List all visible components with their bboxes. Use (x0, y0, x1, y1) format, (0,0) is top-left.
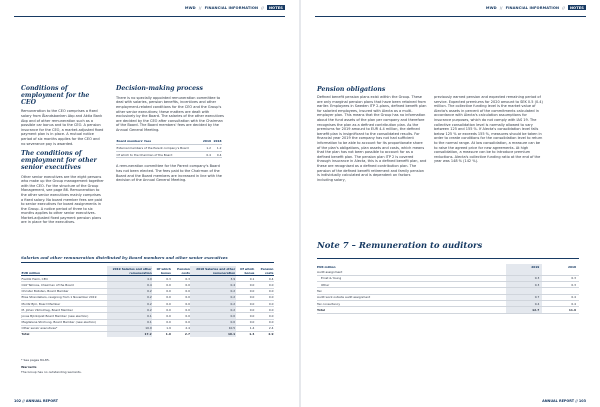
remuneration-table-title: Salaries and other remuneration distributed by Board members and other senior executives (21, 255, 228, 260)
header-active-section: NOTES (268, 5, 283, 10)
header-rule (14, 16, 285, 17)
auditor-remuneration-table (317, 264, 579, 314)
pension-obligations-heading: Pension obligations (317, 86, 386, 93)
table-row: Audit work outside audit assignment 0.7 0.4 (317, 294, 579, 300)
header-section: FINANCIAL INFORMATION (505, 5, 560, 10)
ceo-conditions-text: Remuneration to the CEO comprises a fixed salary from Ålandsbanken Abp and Aktia Bank Abp and of other remuneration such as a possible car bonus and to the CEO. A pension insurance for the CEO, a market-adjusted fixed payment plan is in place. A mutual notice period of six months applies for the CEO and no severance pay is awarded. (21, 109, 104, 146)
table-row: Elias Strandellers, resigning from 1 November 2019 0.2 0.0 0.0 0.2 0.0 0.0 (21, 295, 274, 300)
table-row: Olof Tallroos, Chairman of the Board 0.4 0.0 0.0 0.4 0.0 0.0 (21, 282, 274, 287)
auditor-remuneration-body (317, 269, 579, 313)
remuneration-footnote: * See pages 84-85. (21, 358, 50, 362)
ceo-conditions-heading: Conditions of employment for the CEO (21, 85, 90, 106)
pension-obligations-text-col2: previously earned pension and expected remaining period of service. Expected premiums for 2020 amount to SEK 0.5 (0.4) million. The collective funding level is the market value of Alecta's assets in percent of the commitments calculated in accordance with Alecta's calculation assumptions for insurance purposes, which do not comply with IAS 19. The collective consolidation level is normally allowed to vary between 125 and 155 %. If Alecta's consolidation level falls below 125 % or exceeds 155 %, measures should be taken in order to create conditions for the consolidation level to return to the normal range. At low consolidation, a measure can be to raise the agreed price for new agreements. At high consolidation, a measure can be to introduce premium reductions. Alecta's collective funding ratio at the end of the year was 148 % (142 %). (434, 95, 543, 164)
table-row: Other senior executives* 10.9 1.9 2.4 10.5 1.4 2.4 (21, 326, 274, 331)
table-row: Other 0.3 0.3 (317, 281, 579, 287)
board-fees-table (116, 139, 222, 159)
left-page-footer: 102 // ANNUAL REPORT (14, 399, 58, 403)
remuneration-notes (21, 358, 221, 377)
table-row: Christer Bollsten, Board Member 0.2 0.0 0.0 0.2 0.0 0.0 (21, 289, 274, 294)
decision-process-heading: Decision-making process (116, 85, 204, 92)
executives-conditions-text: Other senior executives are the eight persons who make up the Group management together with the CEO. For the structure of the Group Management, see page 86. Remuneration to the other senior executives mainly comprises a fixed salary. No board member fees are paid to senior executives for board assignments in the Group. A notice period of three to six months applies to other senior executives. Market-adjusted fixed payment pension plans are in place for the executives. (21, 174, 104, 225)
table-row: Ernst & Young 0.3 0.3 (317, 275, 579, 281)
header-section: FINANCIAL INFORMATION (204, 5, 259, 10)
ceo-conditions-column (21, 86, 104, 225)
table-row: Of which to the Chairman of the Board 0.4 0.4 (116, 152, 222, 157)
table-row: Total 12.7 11.9 (317, 307, 579, 313)
table-row: Jonas Björkqvist Board Member (new election) 0.1 0.0 0.0 0.0 0.0 0.0 (21, 313, 274, 318)
remuneration-committee-text: A remuneration committee for the Parent company's Board has not been elected. The fees paid to the Chairman of the Board and the Board members are increased in line with the decision of the Annual General Meeting. (116, 164, 222, 183)
decision-process-column (116, 86, 226, 183)
table-row: Moritz Björ, Board Member 0.2 0.0 0.0 0.2 0.0 0.0 (21, 301, 274, 306)
table-row: Fredrik Heim, CEO 4.9 0.3 0.3 3.9 0.1 0.4 (21, 276, 274, 281)
table-row: Audit assignment (317, 269, 579, 275)
note-7-heading: Note 7 – Remuneration to auditors (317, 241, 483, 251)
remuneration-table (21, 266, 274, 337)
table-header-row: EUR million 2019 Salaries and other remuneration Of which bonus Pension costs 2018 Salaries and other remuneration Of which bonus Pension costs (21, 266, 274, 275)
remuneration-table-body (21, 276, 274, 337)
table-row: Magdalena Strohung, Board Member (new election) 0.1 0.0 0.0 0.0 0.0 0.0 (21, 320, 274, 325)
header-brand: MWD (184, 5, 196, 10)
left-page (0, 0, 299, 407)
warrants-text: The Group has no outstanding warrants. (21, 369, 82, 374)
executives-conditions-heading: The conditions of employment for other senior executives (21, 150, 97, 171)
header-active-section: NOTES (569, 5, 584, 10)
page-header: MWD // FINANCIAL INFORMATION // NOTES (184, 5, 283, 10)
pension-obligations-text-col1: Defined benefit pension plans exist within the Group. These are only marginal pension plans that have been retained from earlier. Employees in Sweden ITP 2-plans, defined benefit plan for salaried employees, insured with Alecta as a multi-employer plan. This means that the Group has no information about the fund assets of the plan per company and therefore recognises the plan as a defined contribution plan. As the premiums for 2019 amount to EUR 4.4 million, the defined benefit plan is insignificant to the consolidated results. For financial year 2019 the company has not had sufficient information to be able to account for its proportionate share of the plan's obligations, plan assets and costs, which means that the plan has not been possible to account for as a defined benefit plan. The pension plan ITP 2 is covered through insurance in Alecta, this is a defined benefit plan, and these are recognised as a defined contribution plan. The pension of the defined benefit retirement and family pension is individually calculated and is dependent on factors including salary, (317, 95, 427, 182)
right-page (301, 0, 600, 407)
right-page-footer: ANNUAL REPORT // 103 (542, 399, 586, 403)
table-header-row: EUR million 2019 2018 (317, 264, 576, 269)
table-row: M. Johan Vikholmsg, Board Member 0.2 0.0 0.0 0.2 0.0 0.0 (21, 307, 274, 312)
page-header: MWD // FINANCIAL INFORMATION // NOTES (485, 5, 584, 10)
warrants-heading: Warrants (21, 365, 37, 369)
table-header-row: Board members' fees 2019 2018 (116, 139, 222, 144)
table-row: External members of the Parent company's Board 1.2 1.2 (116, 145, 222, 150)
header-brand: MWD (485, 5, 497, 10)
table-row: Total 17.2 1.9 2.7 16.1 1.4 2.9 (21, 332, 274, 337)
table-row: Tax (317, 288, 579, 294)
table-row: Tax consultancy 0.4 0.4 (317, 301, 579, 307)
decision-process-text: There is no specially appointed remuneration committee to deal with salaries, pension benefits, incentives and other employment-related conditions for the CEO and the Group's other senior executives; these matters are dealt with exclusively by the Board. The salaries of the other executives are decided by the CEO after consultation with the Chairman of the Board. The Board members' fees are decided by the Annual General Meeting. (116, 95, 224, 132)
header-rule (315, 16, 586, 17)
